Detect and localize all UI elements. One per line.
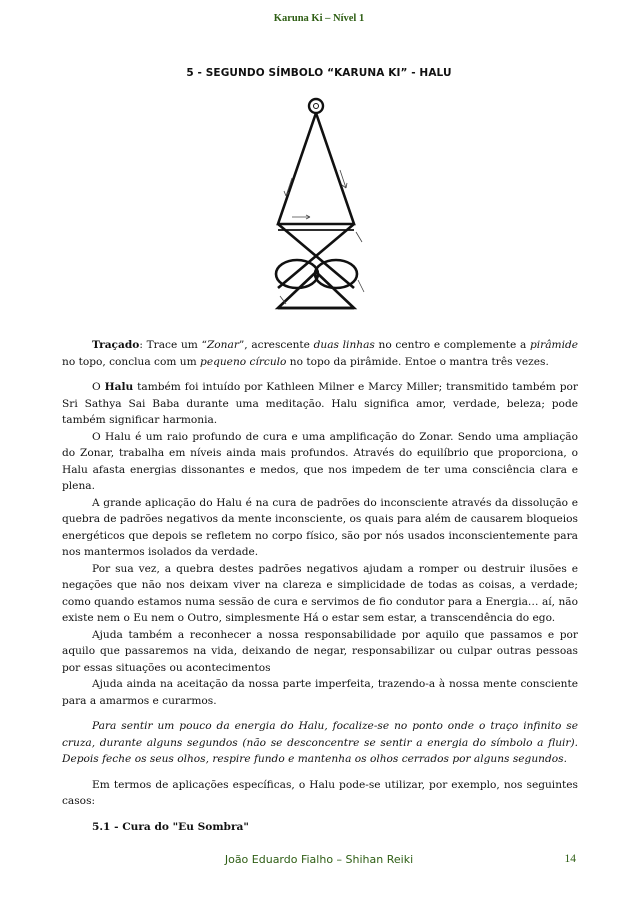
text-span: no topo da pirâmide. Entoe o mantra três vezes. <box>286 355 549 368</box>
body-text <box>62 337 578 835</box>
paragraph-origin <box>62 379 578 429</box>
text-span: : Trace um “ <box>139 339 207 351</box>
paragraph-application: A grande aplicação do Halu é na cura de padrões do inconsciente através da dissolução e quebra de padrões negativos da mente inconsciente, os quais para além de causarem bloqueios energéticos que depois se refletem no corpo físico, são por nós usados inconscientemente para nos mantermos isolados da verdade. <box>62 496 578 558</box>
running-header: Karuna Ki – Nível 1 <box>273 13 365 24</box>
halu-symbol-figure <box>252 92 382 328</box>
text-span: no centro e complemente a <box>374 339 530 351</box>
subheading <box>62 819 578 836</box>
page-number: 14 <box>564 853 576 865</box>
text-span: também foi intuído por Kathleen Milner e Marcy Miller; transmitido também por Sri Sathya Sai Baba durante uma meditação. Halu significa amor, verdade, beleza; pode também significar harmonia. <box>62 381 578 426</box>
paragraph-applications: Em termos de aplicações específicas, o Halu pode-se utilizar, por exemplo, nos seguintes casos: <box>62 778 578 807</box>
term-piramide: pirâmide <box>529 339 579 351</box>
term-duas-linhas: duas linhas <box>313 339 375 351</box>
footer-author: João Eduardo Fialho – Shihan Reiki <box>224 853 414 866</box>
paragraph-tracado <box>62 337 578 370</box>
text-span: O <box>92 381 105 393</box>
term-zonar: Zonar <box>206 339 239 351</box>
term-pequeno-circulo: pequeno círculo <box>200 355 287 368</box>
text-span: ”, acrescente <box>238 339 314 351</box>
paragraph-patterns: Por sua vez, a quebra destes padrões negativos ajudam a romper ou destruir ilusões e negações que não nos deixam viver na clareza e simplicidade de todas as coisas, a verdade; como quando estamos numa sessão de cura e servimos de fio condutor para a Energia… aí, não existe nem o Eu nem o Outro, simplesmente Há o estar sem estar, a transcendência do ego. <box>62 562 578 624</box>
exercise-text: Para sentir um pouco da energia do Halu, focalize-se no ponto onde o traço infinito se cruza, durante alguns segundos (não se desconcentre se sentir a energia do símbolo a fluir). Depois feche os seus olhos, respire fundo e mantenha os olhos cerrados por alguns segundos. <box>62 720 578 765</box>
paragraph-responsibility: Ajuda também a reconhecer a nossa responsabilidade por aquilo que passamos e por aquilo que passaremos na vida, deixando de negar, responsabilizar ou culpar outras pessoas por essas situações ou acontecimentos <box>62 628 578 674</box>
subheading-text: 5.1 - Cura do "Eu Sombra" <box>92 820 249 833</box>
text-span: no topo, conclua com um <box>62 355 201 368</box>
term-halu: Halu <box>104 381 134 393</box>
section-title: 5 - SEGUNDO SÍMBOLO “KARUNA KI” - HALU <box>186 67 452 79</box>
term-tracado: Traçado <box>92 339 140 351</box>
halu-symbol-icon <box>252 92 382 328</box>
paragraph-acceptance: Ajuda ainda na aceitação da nossa parte imperfeita, trazendo-a à nossa mente consciente para a amarmos e curarmos. <box>62 678 578 707</box>
paragraph-amplification: O Halu é um raio profundo de cura e uma amplificação do Zonar. Sendo uma ampliação do Zonar, trabalha em níveis ainda mais profundos. Através do equilíbrio que proporciona, o Halu afasta energias dissonantes e medos, que nos impedem de ter uma consciência clara e plena. <box>62 430 578 492</box>
paragraph-exercise <box>62 718 578 768</box>
